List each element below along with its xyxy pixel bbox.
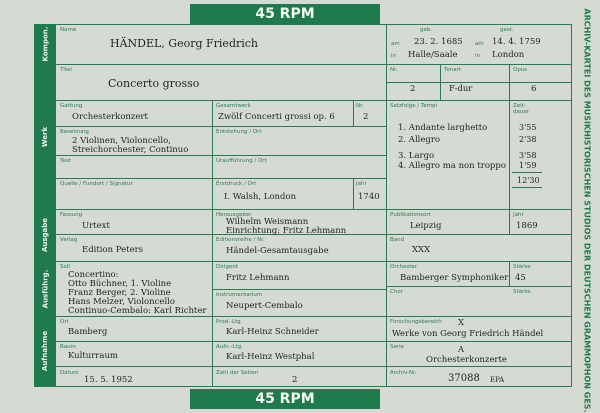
born-label: geb. — [420, 27, 433, 33]
movement-item: 1. Andante larghetto — [398, 123, 488, 133]
duration-item: 3'55 — [519, 123, 537, 132]
born-place: Halle/Saale — [408, 50, 458, 60]
movement-item: 3. Largo — [398, 151, 435, 161]
movement-item: 2. Allegro — [398, 135, 441, 145]
gattung-label: Gattung — [60, 103, 83, 109]
work-gattung: Orchesterkonzert — [72, 112, 148, 122]
datum-value: 15. 5. 1952 — [84, 375, 133, 385]
besetzung-line: 2 Violinen, Violoncello, — [72, 136, 171, 146]
raum-label: Raum — [60, 344, 76, 350]
verlag-label: Verlag — [60, 237, 78, 243]
in-label-2: in — [475, 53, 481, 59]
total-rule — [512, 187, 542, 188]
movement-item: 4. Allegro ma non troppo — [398, 161, 506, 171]
serie-value: A — [458, 345, 465, 355]
archiv-label: Archiv-Nr. — [390, 370, 417, 376]
divider — [56, 178, 386, 179]
aufnltg-value: Karl-Heinz Westphal — [226, 352, 315, 362]
duration-item: 2'38 — [519, 135, 537, 144]
publikationsort-value: Leipzig — [410, 221, 442, 231]
name-label: Name — [60, 27, 77, 33]
composer-name: HÄNDEL, Georg Friedrich — [110, 37, 259, 50]
staerke-label: Stärke — [513, 264, 531, 270]
divider — [509, 64, 510, 100]
soli-label: Soli — [60, 264, 70, 270]
raum-value: Kulturraum — [68, 351, 118, 361]
section-tab-komponist: Kompon. — [34, 24, 56, 64]
band-value: XXX — [412, 245, 431, 255]
am-label: am — [391, 41, 400, 47]
section-tab-werk: Werk — [34, 64, 56, 209]
divider — [56, 100, 386, 101]
gesamtwerk-nr: 2 — [363, 112, 369, 122]
section-tab-ausfuehrung: Ausführg. — [34, 261, 56, 316]
nr-label: Nr. — [390, 67, 398, 73]
am-label-2: am — [475, 41, 484, 47]
band-label: Band — [390, 237, 405, 243]
divider — [386, 24, 387, 386]
soli-line: Hans Melzer, Violoncello — [68, 297, 175, 307]
divider — [56, 209, 572, 210]
divider — [571, 24, 572, 387]
divider — [386, 82, 572, 83]
work-title: Concerto grosso — [108, 77, 200, 90]
title-label: Titel — [60, 67, 72, 73]
herausgeber-line: Einrichtung: Fritz Lehmann — [226, 226, 347, 236]
divider — [212, 100, 213, 209]
total-rule — [512, 172, 542, 173]
in-label: in — [391, 53, 397, 59]
soli-line: Franz Berger, 2. Violine — [68, 288, 171, 298]
divider — [212, 209, 213, 316]
work-gesamtwerk: Zwölf Concerti grossi op. 6 — [218, 112, 335, 122]
born-date: 23. 2. 1685 — [414, 37, 463, 47]
chor-label: Chor — [390, 289, 403, 295]
prodltg-value: Karl-Heinz Schneider — [226, 327, 319, 337]
died-date: 14. 4. 1759 — [492, 37, 541, 47]
prodltg-label: Prod.-Ltg. — [216, 319, 243, 325]
opus-label: Opus — [513, 67, 528, 73]
divider — [56, 366, 572, 367]
besetzung-label: Besetzung — [60, 129, 89, 135]
total-duration: 12'30 — [517, 176, 540, 185]
divider — [56, 341, 572, 342]
seiten-label: Zahl der Seiten — [216, 370, 259, 376]
gesamtwerk-label: Gesamtwerk — [216, 103, 251, 109]
zeitdauer-label: Zeit-dauer — [513, 103, 529, 115]
divider — [386, 100, 572, 101]
serie-name: Orchesterkonzerte — [426, 355, 507, 365]
archive-title-text: ARCHIV-KARTEI DES MUSIKHISTORISCHEN STUDIOS DER DEUTSCHEN GRAMMOPHON GES. — [582, 7, 592, 413]
orchester-label: Orchester — [390, 264, 418, 270]
divider — [509, 100, 510, 209]
divider — [56, 64, 572, 65]
divider — [34, 24, 572, 25]
ort-value: Bamberg — [68, 327, 108, 337]
soli-line: Otto Büchner, 1. Violine — [68, 279, 172, 289]
section-tab-ausgabe: Ausgabe — [34, 209, 56, 261]
editionsreihe-label: Editionsreihe / Nr. — [216, 237, 265, 243]
work-opus: 6 — [531, 84, 537, 94]
erstdruck-label: Erstdruck / Ort — [216, 181, 257, 187]
divider — [56, 316, 572, 317]
archive-title-vertical — [576, 7, 598, 413]
werke-von-value: Werke von Georg Friedrich Händel — [392, 329, 544, 339]
died-place: London — [492, 50, 525, 60]
rpm-bottom-banner: 45 RPM — [190, 389, 380, 409]
fassung-value: Urtext — [82, 221, 110, 231]
publikationsort-label: Publikationsort — [390, 212, 431, 218]
soli-line: Concertino: — [68, 270, 119, 280]
besetzung-line: Streichorchester, Continuo — [72, 145, 189, 155]
gesamtwerk-nr-label: Nr. — [356, 103, 364, 109]
divider — [212, 289, 386, 290]
satzfolge-label: Satzfolge / Tempi — [390, 103, 438, 109]
entstehung-label: Entstehung / Ort — [216, 129, 262, 135]
ausgabe-jahr-label: Jahr — [513, 212, 524, 218]
divider — [34, 386, 572, 387]
serie-label: Serie — [390, 344, 405, 350]
archiv-suffix: EPA — [490, 376, 505, 384]
orchester-value: Bamberger Symphoniker — [400, 273, 509, 283]
divider — [386, 286, 572, 287]
duration-item: 1'59 — [519, 161, 537, 170]
quelle-label: Quelle / Fundort / Signatur — [60, 181, 133, 187]
aufnltg-label: Aufn.-Ltg. — [216, 344, 243, 350]
divider — [56, 126, 386, 127]
urauffuehrung-label: Uraufführung / Ort — [216, 158, 267, 164]
duration-item: 3'58 — [519, 151, 537, 160]
verlag-value: Edition Peters — [82, 245, 144, 255]
datum-label: Datum — [60, 370, 79, 376]
tonart-label: Tonart — [444, 67, 462, 73]
divider — [212, 316, 213, 386]
work-tonart: F-dur — [449, 84, 473, 94]
seiten-value: 2 — [292, 375, 298, 385]
soli-line: Continuo-Cembalo: Karl Richter — [68, 306, 207, 316]
instrumentarium-value: Neupert-Cembalo — [226, 301, 303, 311]
editionsreihe-value: Händel-Gesamtausgabe — [226, 246, 329, 256]
text-label: Text — [60, 158, 72, 164]
ausgabe-jahr: 1869 — [516, 221, 538, 231]
instrumentarium-label: Instrumentarium — [216, 292, 263, 298]
section-tab-aufnahme: Aufnahme — [34, 316, 56, 386]
erstdruck-value: I. Walsh, London — [224, 192, 297, 202]
divider — [56, 261, 572, 262]
forschung-label: Forschungsbereich — [390, 319, 442, 325]
ort-label: Ort — [60, 319, 69, 325]
chor-staerke-label: Stärke — [513, 289, 531, 295]
divider — [353, 100, 354, 126]
forschung-value: X — [458, 318, 465, 328]
erstdruck-jahr-label: Jahr — [356, 181, 367, 187]
fassung-label: Fassung — [60, 212, 83, 218]
herausgeber-label: Herausgeber — [216, 212, 252, 218]
dirigent-label: Dirigent — [216, 264, 239, 270]
staerke-value: 45 — [515, 273, 526, 283]
rpm-top-banner: 45 RPM — [190, 4, 380, 24]
died-label: gest. — [500, 27, 514, 33]
divider — [509, 261, 510, 286]
dirigent-value: Fritz Lehmann — [226, 273, 290, 283]
divider — [440, 64, 441, 100]
archiv-number: 37088 — [448, 373, 480, 384]
divider — [353, 178, 354, 209]
erstdruck-jahr: 1740 — [358, 192, 380, 202]
divider — [509, 209, 510, 234]
herausgeber-line: Wilhelm Weismann — [226, 217, 309, 227]
divider — [56, 155, 386, 156]
work-nr: 2 — [410, 84, 416, 94]
